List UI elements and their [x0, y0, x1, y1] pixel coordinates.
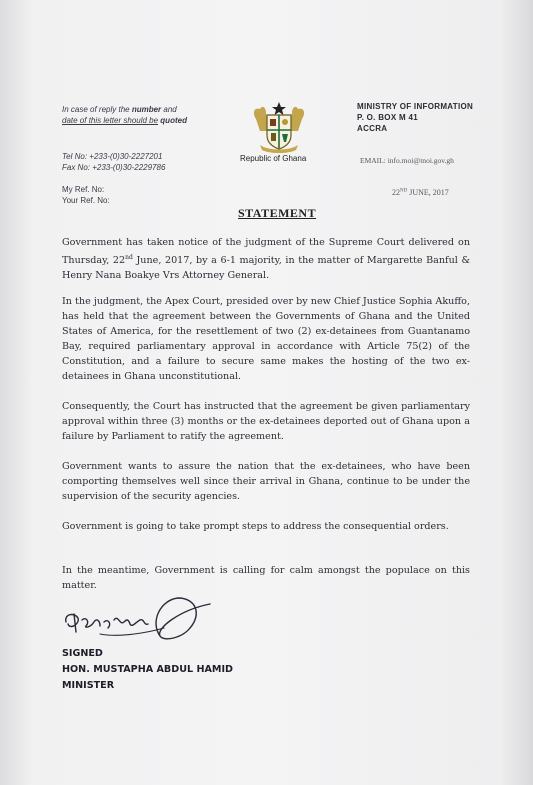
reply-note-number: number	[131, 105, 162, 114]
fax-number: Fax No: +233-(0)30-2229786	[62, 163, 166, 172]
reply-note-quoted: quoted	[160, 116, 187, 125]
contact-numbers	[62, 151, 165, 173]
handwritten-signature	[60, 592, 230, 647]
paragraph-1-part-b: June, 2017, by a 6-1 majority, in the matter of Margarette Banful & Henry Nana Boakye Vrs Attorney General.	[62, 255, 470, 282]
paragraph-4: Government wants to assure the nation that the ex-detainees, who have been comporting themselves well since their arrival in Ghana, continue to be under the supervision of the security agencies.	[62, 461, 470, 502]
paragraph-5: Government is going to take prompt steps to address the consequential orders.	[62, 521, 449, 532]
date-day: 22	[392, 188, 400, 197]
ministry-line-2: P. O. BOX M 41	[357, 113, 418, 122]
ghana-coat-of-arms-icon	[250, 101, 308, 153]
signed-label: SIGNED	[62, 648, 103, 659]
your-ref: Your Ref. No:	[62, 196, 110, 205]
signatory-role: MINISTER	[62, 680, 115, 691]
tel-number: Tel No: +233-(0)30-2227201	[62, 152, 163, 161]
ministry-line-3: ACCRA	[357, 124, 388, 133]
statement-title: STATEMENT	[238, 206, 317, 220]
reply-note-prefix: In case of reply the	[62, 105, 132, 114]
date-rest: JUNE, 2017	[407, 188, 449, 197]
paragraph-1-part-a: Government has taken notice of the judgment of the Supreme Court delivered on Thursday, 22	[62, 237, 470, 267]
reply-note-underlined: date of this letter should be	[62, 116, 159, 125]
paragraph-1	[62, 235, 470, 283]
email-address: EMAIL: info.moi@moi.gov.gh	[360, 156, 454, 165]
republic-of-ghana-label: Republic of Ghana	[240, 154, 307, 163]
reference-numbers	[62, 184, 110, 206]
date-suffix: ND	[400, 188, 408, 194]
paragraph-6: In the meantime, Government is calling for calm amongst the populace on this matter.	[62, 565, 470, 591]
ministry-address	[357, 101, 473, 134]
my-ref: My Ref. No:	[62, 185, 105, 194]
letter-date	[392, 188, 449, 197]
paragraph-1-sup: nd	[125, 254, 133, 261]
reply-note-mid: and	[161, 105, 177, 114]
ministry-line-1: MINISTRY OF INFORMATION	[357, 102, 474, 111]
paragraph-2: In the judgment, the Apex Court, presided over by new Chief Justice Sophia Akuffo, has held that the agreement between the Governments of Ghana and the United States of America, for the resettlement of two (2) ex-detainees from Guantanamo Bay, required parliamentary approval in accordance with Article 75(2) of the Constitution, and a failure to secure same makes the hosting of the two ex-detainees in Ghana unconstitutional.	[62, 296, 470, 382]
signoff-block	[62, 646, 233, 694]
reply-note	[62, 104, 222, 126]
signatory-name: HON. MUSTAPHA ABDUL HAMID	[62, 664, 233, 675]
paragraph-3: Consequently, the Court has instructed that the agreement be given parliamentary approval within three (3) months or the ex-detainees deported out of Ghana upon a failure by Parliament to ratify the agreement.	[62, 401, 470, 442]
